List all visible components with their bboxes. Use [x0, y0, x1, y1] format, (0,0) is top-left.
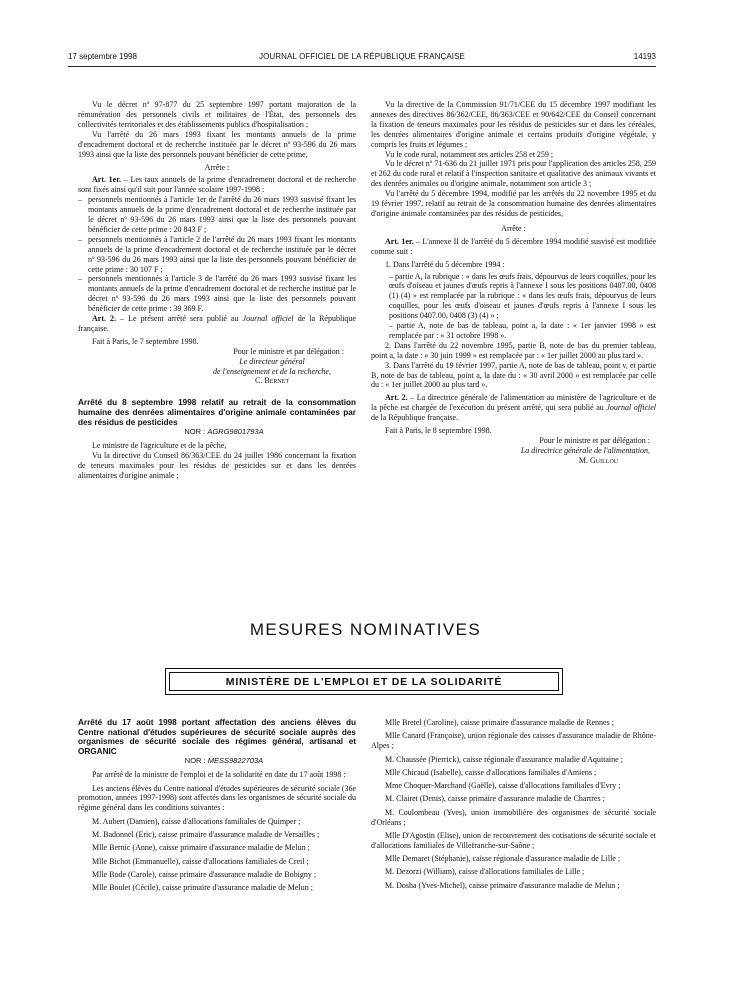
rate-list: [78, 195, 356, 314]
fait-a-paris: Fait à Paris, le 7 septembre 1998.: [92, 336, 199, 346]
list-item: Mlle Boulet (Cécile), caisse primaire d'assurance maladie de Melun ;: [92, 883, 313, 893]
right-column-bottom: [371, 718, 656, 894]
header-page-number: 14193: [633, 52, 656, 61]
right-column-top: [371, 100, 656, 466]
list-item: M. Coulombeau (Yves), union immobilière des organismes de sécurité sociale d'Orléans ;: [371, 807, 656, 827]
arrete-title: Arrêté du 8 septembre 1998 relatif au retrait de la consommation humaine des denrées alimentaires d'origine animale contaminées par des résidus de pesticides: [78, 398, 356, 427]
header-rule: [68, 66, 656, 67]
paragraph: Vu l'arrêté du 5 décembre 1994, modifié par les arrêtés du 22 novembre 1995 et du 19 février 1997, relatif au retrait de la consommation humaine des denrées alimentaires d'origine animale contaminées par des résidus de pesticides,: [371, 189, 656, 218]
paragraph: Le ministre de l'agriculture et de la pêche,: [92, 441, 227, 451]
nor-code: AGRG9801793A: [207, 427, 264, 437]
journal-officiel-ref: Journal officiel: [606, 403, 656, 413]
nor-reference: [78, 427, 356, 437]
paragraph: Vu le code rural, notamment ses articles 258 et 259 ;: [385, 149, 554, 159]
article-text: – La directrice générale de l'alimentation au ministère de l'agriculture et de la pêche est chargée de l'exécution du présent arrêté, qui sera publié au: [371, 393, 656, 413]
list-item: – personnels mentionnés à l'article 2 de l'arrêté du 26 mars 1993 fixant les montants annuels de la prime d'encadrement doctoral et de recherche instituée par le décret nº 93-596 du 26 mars 1993 ainsi que la liste des personnels pouvant bénéficier de cette prime : 30 107 F ;: [88, 235, 356, 275]
list-item: – personnels mentionnés à l'article 3 de l'arrêté du 26 mars 1993 susvisé fixant les montants annuels de la prime d'encadrement doctoral et de recherche institué par le décret nº 93-596 du 26 mars 1993 ainsi que la liste des personnels pouvant bénéficier de cette prime : 39 369 F.: [88, 274, 356, 314]
article-text: de la République française.: [78, 314, 356, 333]
arrete-title: Arrêté du 17 août 1998 portant affectation des anciens élèves du Centre national d'études supérieures de sécurité sociale auprès des organismes de sécurité sociale des régimes général, artisanal et ORGANIC: [78, 718, 356, 756]
list-item: Mme Choquer-Marchand (Gaëlle), caisse d'allocations familiales d'Evry ;: [385, 781, 621, 791]
arrete-heading: Arrête :: [501, 223, 526, 233]
article-label: Art. 1er.: [385, 236, 414, 246]
paragraph: Les anciens élèves du Centre national d'études supérieures de sécurité sociale (36e promotion, années 1997-1998) sont affectés dans les organismes de sécurité sociale du régime général dans les conditions suivantes :: [78, 783, 356, 813]
sub-item: – partie A, note de bas de tableau, point a, la date : « 1er janvier 1998 » est remplacée par : « 31 octobre 1998 ».: [389, 321, 656, 340]
article-2: [78, 314, 356, 334]
signatory-title: de l'enseignement et de la recherche,: [213, 366, 331, 376]
article-label: Art. 2.: [92, 314, 117, 324]
paragraph: Vu le décret nº 71-636 du 21 juillet 1971 pris pour l'application des articles 258, 259 et 262 du code rural et relatif à l'inspection sanitaire et qualitative des animaux vivants et des denrées animales ou d'origine animale, notamment son article 3 ;: [371, 159, 656, 189]
signatory-name: C. Bernet: [254, 376, 289, 386]
delegation-line: Pour le ministre et par délégation :: [539, 436, 650, 445]
section-title: MESURES NOMINATIVES: [249, 620, 482, 639]
paragraph: Vu l'arrêté du 26 mars 1993 fixant les montants annuels de la prime d'encadrement doctoral et de recherche instituée par le décret nº 93-596 du 26 mars 1993 ainsi que la liste des personnels pouvant bénéficier de cette prime,: [78, 129, 356, 159]
nor-reference: [78, 756, 356, 766]
nor-label: NOR :: [184, 427, 208, 437]
article-label: Art. 2.: [385, 393, 408, 403]
nor-label: NOR :: [184, 756, 208, 766]
article-1: [78, 175, 356, 195]
delegation-line: Pour le ministre et par délégation :: [233, 346, 344, 356]
sub-item: – partie A, la rubrique : « dans les œufs frais, dépourvus de leurs coquilles, pour les œufs d'oiseau et jaunes d'œufs repris à l'annexe I sous les positions 0407.00, 0408 (1) (4) » est remplacée par la rubrique : « dans les œufs frais, dépourvus de leurs coquilles, pour les œufs d'oiseau et jaunes d'œufs repris à l'annexe I sous les positions 0407.00, 0408 (3) (4) » ;: [389, 271, 656, 321]
ministry-title: MINISTÈRE DE L'EMPLOI ET DE LA SOLIDARITÉ: [169, 672, 559, 691]
fait-a-paris: Fait à Paris, le 8 septembre 1998.: [385, 426, 492, 436]
article-label: Art. 1er.: [92, 175, 122, 185]
header-date: 17 septembre 1998: [68, 52, 137, 61]
list-item: Mlle D'Agostin (Elise), union de recouvrement des cotisations de sécurité sociale et d'allocations familiales de Villefranche-sur-Saône ;: [371, 830, 656, 850]
list-item: M. Dezorzi (William), caisse d'allocations familiales de Lille ;: [385, 867, 585, 877]
sub-items: [371, 272, 656, 341]
list-item: – personnels mentionnés à l'article 1er de l'arrêté du 26 mars 1993 susvisé fixant les montants annuels de la prime d'encadrement doctoral et de recherche instituée par le décret nº 93-596 du 26 mars 1993 ainsi que la liste des personnels pouvant bénéficier de cette prime : 20 843 F ;: [88, 195, 356, 235]
arrete-heading: Arrête :: [204, 163, 230, 173]
list-item: M. Chaussée (Pierrick), caisse régionale d'assurance maladie d'Aquitaine ;: [385, 754, 623, 764]
list-item: Mlle Demaret (Stéphanie), caisse régionale d'assurance maladie de Lille ;: [385, 854, 621, 864]
numbered-item: 2. Dans l'arrêté du 22 novembre 1995, partie B, note de bas du premier tableau, point a, la date : « 30 juin 1999 » est remplacée par : « 1er juillet 2000 au plus tard ».: [371, 340, 656, 360]
list-item: Mlle Canard (Françoise), union régionale des caisses d'assurance maladie de Rhône-Alpes ;: [371, 731, 656, 751]
list-item: Mlle Bode (Carole), caisse primaire d'assurance maladie de Bobigny ;: [92, 869, 317, 879]
signatory-title: Le directeur général: [239, 356, 305, 366]
paragraph: Vu la directive de la Commission 91/71/CEE du 15 décembre 1997 modifiant les annexes des directives 86/362/CEE, 86/363/CEE et 90/642/CEE du Conseil concernant la fixation de teneurs maximales pour les résidus de pesticides sur et dans les céréales, les denrées alimentaires d'origine animale et certains produits d'origine végétale, y compris les fruits et légumes ;: [371, 100, 656, 149]
signatory-title: La directrice générale de l'alimentation,: [520, 445, 650, 455]
list-item: M. Aubert (Damien), caisse d'allocations familiales de Quimper ;: [92, 816, 301, 826]
list-item: M. Badonnel (Eric), caisse primaire d'assurance maladie de Versailles ;: [92, 829, 320, 839]
list-item: Mlle Chicaud (Isabelle), caisse d'allocations familiales d'Amiens ;: [385, 767, 597, 777]
paragraph: Vu le décret nº 97-877 du 25 septembre 1997 portant majoration de la rémunération des personnels civils et militaires de l'État, des personnels des collectivités territoriales et des établissements publics d'hospitalisation ;: [78, 100, 356, 129]
article-1: [371, 237, 656, 257]
article-text: de la République française.: [371, 413, 459, 423]
list-item: Mlle Bretel (Caroline), caisse primaire d'assurance maladie de Rennes ;: [385, 718, 614, 727]
list-item: Mlle Bichot (Emmanuelle), caisse d'allocations familiales de Creil ;: [92, 856, 309, 866]
left-column-bottom: [78, 718, 356, 896]
article-text: – Les taux annuels de la prime d'encadrement doctoral et de recherche sont fixés ainsi qu'il suit pour l'année scolaire 1997-1998 :: [78, 175, 357, 195]
article-2: [371, 393, 656, 423]
numbered-item: 3. Dans l'arrêté du 19 février 1997, partie A, note de bas de tableau, point v, et partie B, note de bas de tableau, point a, la date du : « 30 avril 2000 » est remplacée par celle du : « 1er juillet 2000 au plus tard ».: [371, 360, 656, 390]
paragraph: Vu la directive du Conseil 86/363/CEE du 24 juillet 1986 concernant la fixation de teneurs maximales pour les résidus de pesticides sur et dans les denrées alimentaires d'origine animale ;: [78, 450, 356, 480]
paragraph: Par arrêté de la ministre de l'emploi et de la solidarité en date du 17 août 1998 :: [92, 770, 346, 780]
left-column-top: [78, 100, 356, 481]
numbered-item: 1. Dans l'arrêté du 5 décembre 1994 :: [385, 259, 505, 269]
nor-code: MESS9822703A: [207, 756, 264, 766]
header-journal-title: JOURNAL OFFICIEL DE LA RÉPUBLIQUE FRANÇAISE: [259, 52, 465, 61]
list-item: M. Dosha (Yves-Michel), caisse primaire d'assurance maladie de Melun ;: [385, 880, 620, 890]
journal-officiel-ref: Journal officiel: [242, 314, 294, 324]
article-text: – Le présent arrêté sera publié au: [116, 314, 243, 324]
list-item: Mlle Bernic (Anne), caisse primaire d'assurance maladie de Melun ;: [92, 843, 310, 853]
page-header: [68, 52, 656, 66]
list-item: M. Clairet (Denis), caisse primaire d'assurance maladie de Chartres ;: [385, 794, 605, 804]
article-text: – L'annexe II de l'arrêté du 5 décembre 1994 modifié susvisé est modifiée comme suit :: [371, 236, 656, 256]
signatory-name: M. Guillou: [578, 455, 619, 465]
ministry-box: [165, 668, 563, 695]
